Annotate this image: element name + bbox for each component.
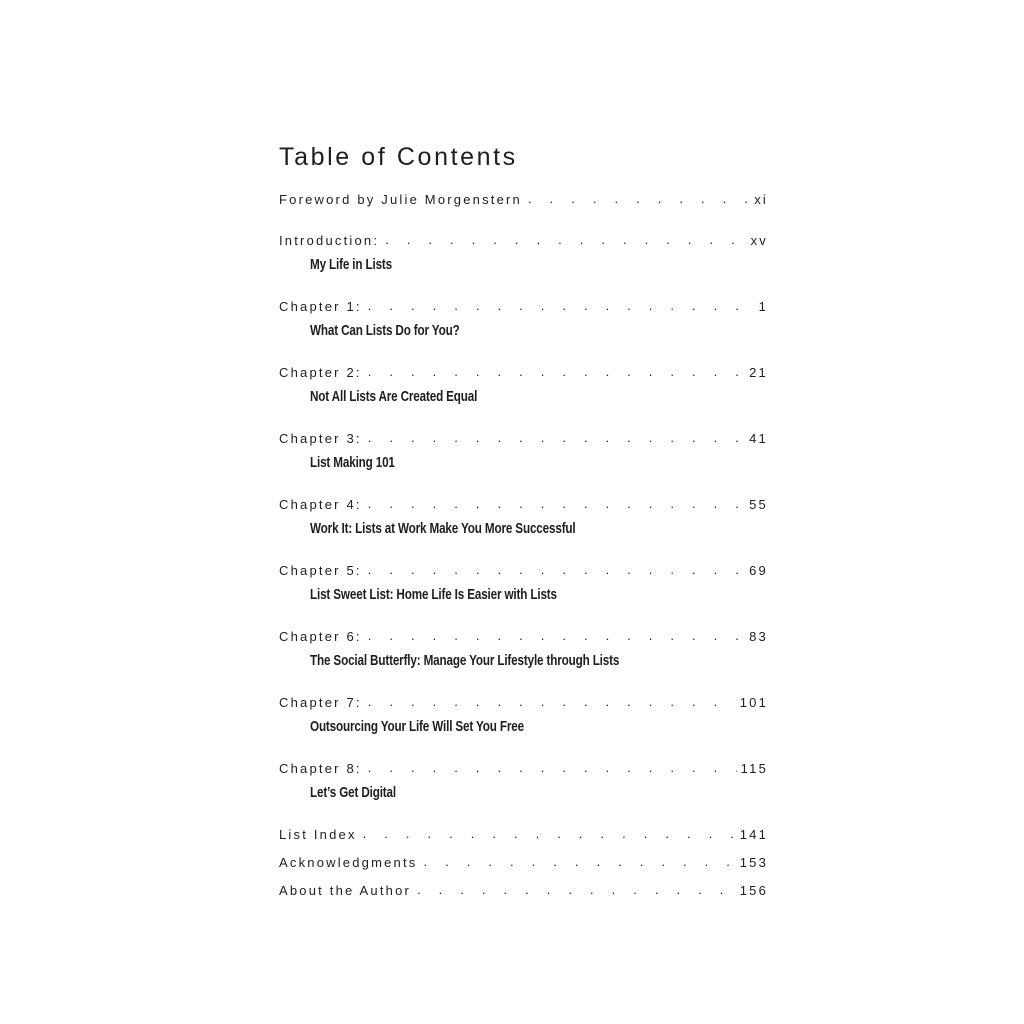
toc-entry bbox=[279, 854, 766, 872]
toc-page bbox=[279, 141, 766, 923]
toc-entry-subtitle: Let’s Get Digital bbox=[310, 784, 396, 801]
toc-entry-line bbox=[279, 760, 766, 778]
toc-entry-page-number: 141 bbox=[739, 827, 768, 842]
toc-entry-label: Chapter 1: bbox=[279, 299, 362, 314]
toc-entry-label: Acknowledgments bbox=[279, 855, 418, 870]
toc-entry-line bbox=[279, 191, 766, 209]
dot-leader bbox=[368, 495, 745, 513]
toc-entry-label: Chapter 4: bbox=[279, 497, 362, 512]
toc-entry bbox=[279, 562, 766, 605]
toc-entry-page-number: 101 bbox=[739, 695, 768, 710]
toc-entry-page-number: xi bbox=[754, 192, 768, 207]
toc-entry-line bbox=[279, 298, 766, 316]
toc-entry-line bbox=[279, 826, 766, 844]
toc-entry bbox=[279, 882, 766, 900]
toc-entry-subtitle: Not All Lists Are Created Equal bbox=[310, 388, 478, 405]
toc-entry-subtitle: My Life in Lists bbox=[310, 256, 393, 273]
toc-entry-line bbox=[279, 882, 766, 900]
toc-entry-label: Chapter 5: bbox=[279, 563, 362, 578]
toc-entry-page-number: 21 bbox=[749, 365, 768, 380]
toc-entry-line bbox=[279, 628, 766, 646]
toc-entry-page-number: 156 bbox=[739, 883, 768, 898]
toc-entry-label: Chapter 7: bbox=[279, 695, 362, 710]
toc-entry-subtitle: What Can Lists Do for You? bbox=[310, 322, 460, 339]
toc-entry-subtitle: Outsourcing Your Life Will Set You Free bbox=[310, 718, 524, 735]
dot-leader bbox=[368, 693, 736, 711]
toc-entry-subtitle: The Social Butterfly: Manage Your Lifestyle through Lists bbox=[310, 652, 620, 669]
toc-entry-subtitle: Work It: Lists at Work Make You More Successful bbox=[310, 520, 576, 537]
toc-entry-page-number: 153 bbox=[739, 855, 768, 870]
page-title: Table of Contents bbox=[279, 143, 518, 171]
toc-entry-line bbox=[279, 496, 766, 514]
dot-leader bbox=[368, 363, 745, 381]
toc-entry-page-number: 83 bbox=[749, 629, 768, 644]
toc-entry-line bbox=[279, 694, 766, 712]
toc-entry-label: Chapter 2: bbox=[279, 365, 362, 380]
toc-entry bbox=[279, 826, 766, 844]
toc-entry-line bbox=[279, 364, 766, 382]
dot-leader bbox=[363, 825, 736, 843]
toc-entry-page-number: 69 bbox=[749, 563, 768, 578]
dot-leader bbox=[424, 853, 736, 871]
toc-entry-label: Foreword by Julie Morgenstern bbox=[279, 192, 522, 207]
toc-entry-subtitle: List Sweet List: Home Life Is Easier with Lists bbox=[310, 586, 557, 603]
dot-leader bbox=[385, 231, 746, 249]
toc-entry bbox=[279, 298, 766, 341]
toc-entry-line bbox=[279, 430, 766, 448]
toc-entry-line bbox=[279, 562, 766, 580]
toc-list bbox=[279, 191, 766, 900]
toc-entry-page-number: 41 bbox=[749, 431, 768, 446]
toc-entry bbox=[279, 232, 766, 275]
toc-entry-label: Chapter 6: bbox=[279, 629, 362, 644]
toc-entry bbox=[279, 191, 766, 209]
toc-entry-page-number: 1 bbox=[758, 299, 768, 314]
toc-entry-page-number: xv bbox=[750, 233, 768, 248]
dot-leader bbox=[368, 759, 737, 777]
toc-entry bbox=[279, 694, 766, 737]
toc-entry-line bbox=[279, 854, 766, 872]
toc-entry bbox=[279, 496, 766, 539]
toc-entry-page-number: 115 bbox=[740, 761, 768, 776]
toc-entry-page-number: 55 bbox=[749, 497, 768, 512]
toc-entry bbox=[279, 760, 766, 803]
dot-leader bbox=[417, 881, 736, 899]
toc-entry-label: Introduction: bbox=[279, 233, 380, 248]
toc-entry bbox=[279, 364, 766, 407]
toc-entry-label: List Index bbox=[279, 827, 357, 842]
dot-leader bbox=[368, 429, 745, 447]
dot-leader bbox=[528, 190, 750, 208]
toc-entry bbox=[279, 430, 766, 473]
dot-leader bbox=[368, 561, 745, 579]
toc-entry-subtitle: List Making 101 bbox=[310, 454, 395, 471]
dot-leader bbox=[368, 297, 755, 315]
toc-entry-label: Chapter 8: bbox=[279, 761, 362, 776]
toc-entry-line bbox=[279, 232, 766, 250]
toc-entry-label: Chapter 3: bbox=[279, 431, 362, 446]
toc-entry bbox=[279, 628, 766, 671]
dot-leader bbox=[368, 627, 745, 645]
toc-entry-label: About the Author bbox=[279, 883, 412, 898]
